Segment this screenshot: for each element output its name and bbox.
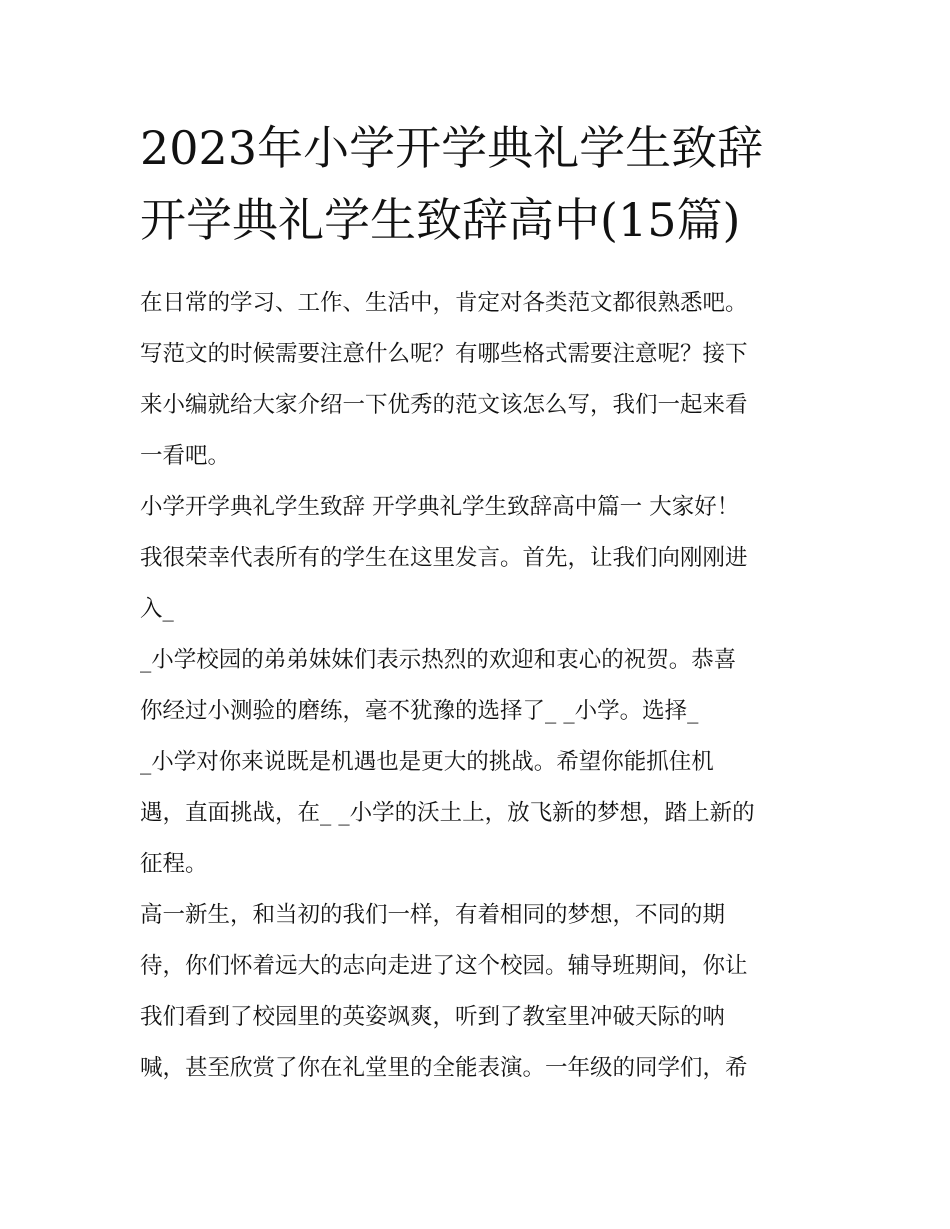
body-line: 写范文的时候需要注意什么呢？有哪些格式需要注意呢？接下: [140, 341, 748, 367]
body-line: 你经过小测验的磨练，毫不犹豫的选择了_ _小学。选择_: [140, 698, 699, 724]
body-line: _小学校园的弟弟妹妹们表示热烈的欢迎和衷心的祝贺。恭喜: [140, 647, 737, 673]
body-line: 入_: [140, 596, 174, 622]
document-body: [140, 278, 830, 1094]
body-line: 征程。: [140, 851, 208, 877]
body-line: 喊，甚至欣赏了你在礼堂里的全能表演。一年级的同学们，希: [140, 1055, 748, 1081]
body-line: _小学对你来说既是机遇也是更大的挑战。希望你能抓住机: [140, 749, 714, 775]
body-line: 一看吧。: [140, 443, 231, 469]
body-line: 来小编就给大家介绍一下优秀的范文该怎么写，我们一起来看: [140, 392, 748, 418]
body-line: 遇，直面挑战，在_ _小学的沃土上，放飞新的梦想，踏上新的: [140, 800, 755, 826]
body-line: 高一新生，和当初的我们一样，有着相同的梦想，不同的期: [140, 902, 726, 928]
body-line: 我们看到了校园里的英姿飒爽，听到了教室里冲破天际的呐: [140, 1004, 726, 1030]
title-line-1: 2023年小学开学典礼学生致辞: [140, 121, 764, 175]
title-line-2: 开学典礼学生致辞高中(15篇): [140, 193, 741, 247]
body-line: 我很荣幸代表所有的学生在这里发言。首先，让我们向刚刚进: [140, 545, 748, 571]
body-line: 待，你们怀着远大的志向走进了这个校园。辅导班期间，你让: [140, 953, 748, 979]
body-line: 小学开学典礼学生致辞 开学典礼学生致辞高中篇一 大家好！: [140, 494, 740, 520]
body-line: 在日常的学习、工作、生活中，肯定对各类范文都很熟悉吧。: [140, 290, 748, 316]
document-title: [140, 112, 830, 256]
